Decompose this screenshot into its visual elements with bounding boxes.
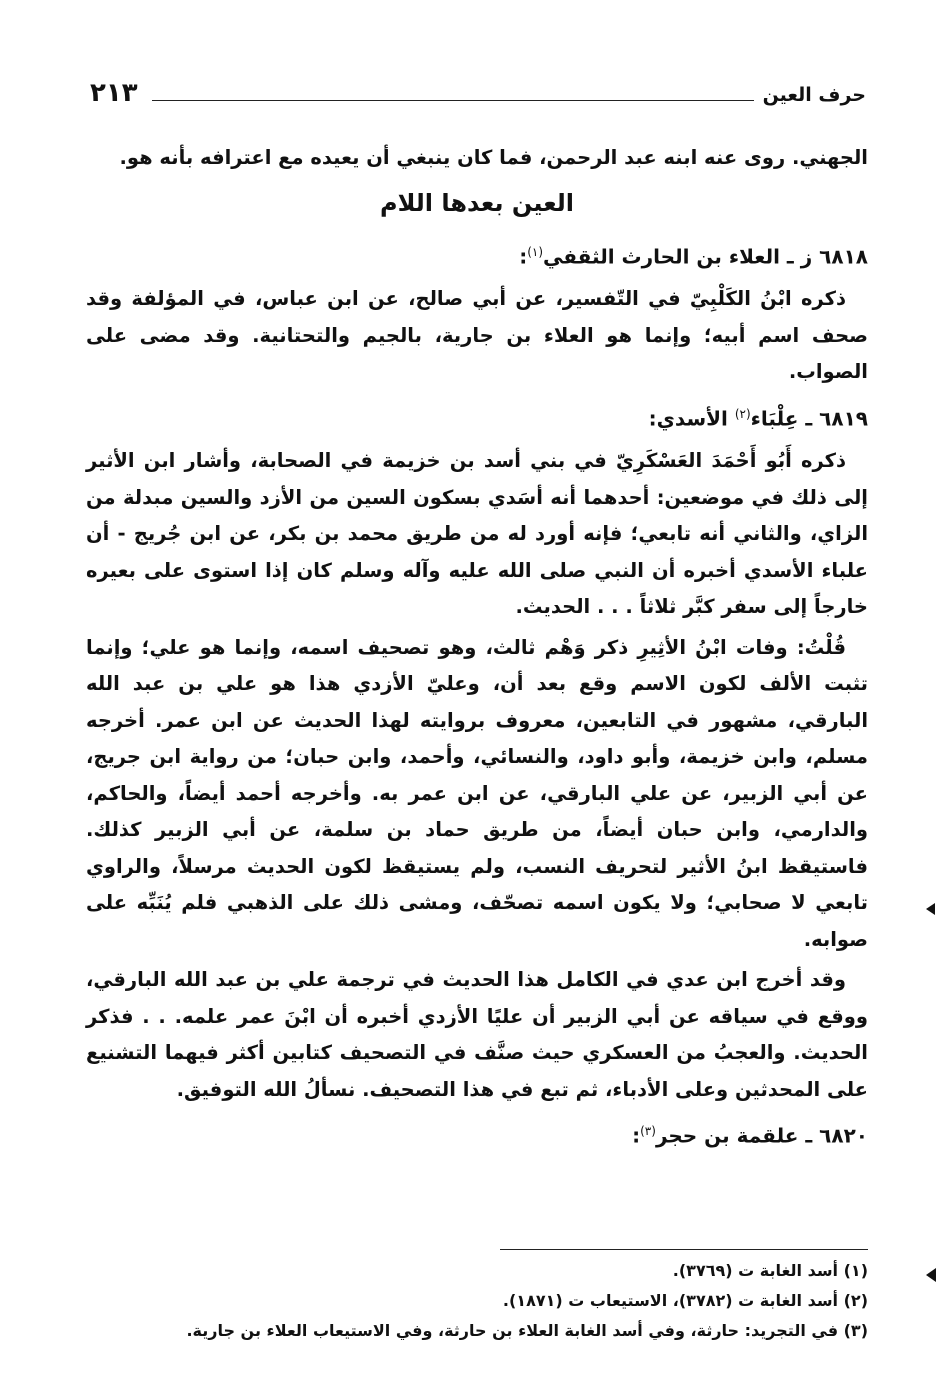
entry-heading-6820 — [86, 1112, 868, 1155]
footnotes — [188, 1256, 868, 1346]
margin-arrow-icon — [926, 903, 935, 915]
entry-heading-6818 — [86, 233, 868, 276]
margin-arrow-icon — [926, 1268, 936, 1282]
page-number: ٢١٣ — [90, 78, 138, 108]
footnote: (٢) أسد الغابة ت (٣٧٨٢)، الاستيعاب ت (١٨٧١). — [502, 1291, 868, 1310]
footnote-ref[interactable]: (١) — [527, 244, 544, 259]
main-text — [86, 140, 868, 1161]
entry-title-tail: الأسدي: — [648, 406, 735, 431]
opening-line: الجهني. روى عنه ابنه عبد الرحمن، فما كان ينبغي أن يعيده مع اعترافه بأنه هو. — [119, 146, 868, 169]
footnote: (٣) في التجريد: حارثة، وفي أسد الغابة العلاء بن حارثة، وفي الاستيعاب العلاء بن جارية. — [186, 1321, 868, 1340]
footnote: (١) أسد الغابة ت (٣٧٦٩). — [672, 1261, 868, 1280]
footnote-ref[interactable]: (٣) — [640, 1124, 656, 1139]
page-header — [90, 78, 866, 114]
header-rule — [152, 100, 754, 101]
entry-title-tail: : — [519, 244, 528, 269]
entry-paragraph: وقد أخرج ابن عدي في الكامل هذا الحديث في ترجمة علي بن عبد الله البارقي، ووقع في سياقه عن أبي الزبير أن عليًا الأزدي أخبره أن ابْنَ عمر علمه. . . فذكر الحديث. والعجبُ من العسكري حيث صنَّف في التصحيف كتابين أكثر فيهما التشنيع على المحدثين وعلى الأدباء، ثم تبع في هذا التصحيف. نسألُ الله التوفيق. — [86, 968, 868, 1101]
entry-paragraph: ذكره أَبُو أَحْمَدَ العَسْكَرِيّ في بني أسد بن خزيمة في الصحابة، وأشار ابن الأثير إلى ذلك في موضعين: أحدهما أنه أسَدي بسكون السين من الأزد والسين مبدلة من الزاي، والثاني أنه تابعي؛ فإنه أورد له من طريق محمد بن بكر، عن ابن جُريج - أن علباء الأسدي أخبره أن النبي صلى الله عليه وآله وسلم كان إذا استوى على بعيره خارجاً إلى سفر كبَّر ثلاثاً . . . الحديث. — [86, 449, 868, 619]
entry-paragraph: قُلْتُ: وفات ابْنُ الأثِيرِ ذكر وَهْم ثالث، وهو تصحيف اسمه، وإنما هو علي؛ وإنما تثبت الألف لكون الاسم وقع بعد أن، وعليّ الأزدي هذا هو علي بن عبد الله البارقي، مشهور في التابعين، معروف بروايته لهذا الحديث عن ابن عمر. أخرجه مسلم، وابن خزيمة، وأبو داود، والنسائي، وأحمد، وابن حبان؛ من رواية ابن جريج، عن أبي الزبير، عن علي البارقي، عن ابن عمر به. وأخرجه أحمد أيضاً، والحاكم، والدارمي، وابن حبان أيضاً، من طريق حماد بن سلمة، عن أبي الزبير كذلك. فاستيقظ ابنُ الأثير لتحريف النسب، ولم يستيقظ لكون الحديث مرسلاً، والراوي تابعي لا صحابي؛ ولا يكون اسمه تصحّف، ومشى ذلك على الذهبي فلم يُنَبِّه على صوابه. — [86, 635, 868, 951]
entry-title: ٦٨١٩ ـ عِلْبَاء — [750, 406, 868, 431]
footnote-separator — [500, 1249, 868, 1250]
entry-title-tail: : — [632, 1123, 641, 1148]
running-title: حرف العين — [762, 84, 866, 106]
section-heading: العين بعدها اللام — [379, 188, 574, 217]
entry-title: ٦٨١٨ ز ـ العلاء بن الحارث الثقفي — [543, 244, 868, 269]
entry-paragraph: ذكره ابْنُ الكَلْبِيّ في التّفسير، عن أبي صالح، عن ابن عباس، في المؤلفة وقد صحف اسم أبيه؛ وإنما هو العلاء بن جارية، بالجيم والتحتانية. وقد مضى على الصواب. — [86, 287, 868, 384]
footnote-ref[interactable]: (٢) — [734, 406, 751, 421]
entry-title: ٦٨٢٠ ـ علقمة بن حجر — [655, 1123, 868, 1148]
entry-heading-6819 — [86, 395, 868, 438]
